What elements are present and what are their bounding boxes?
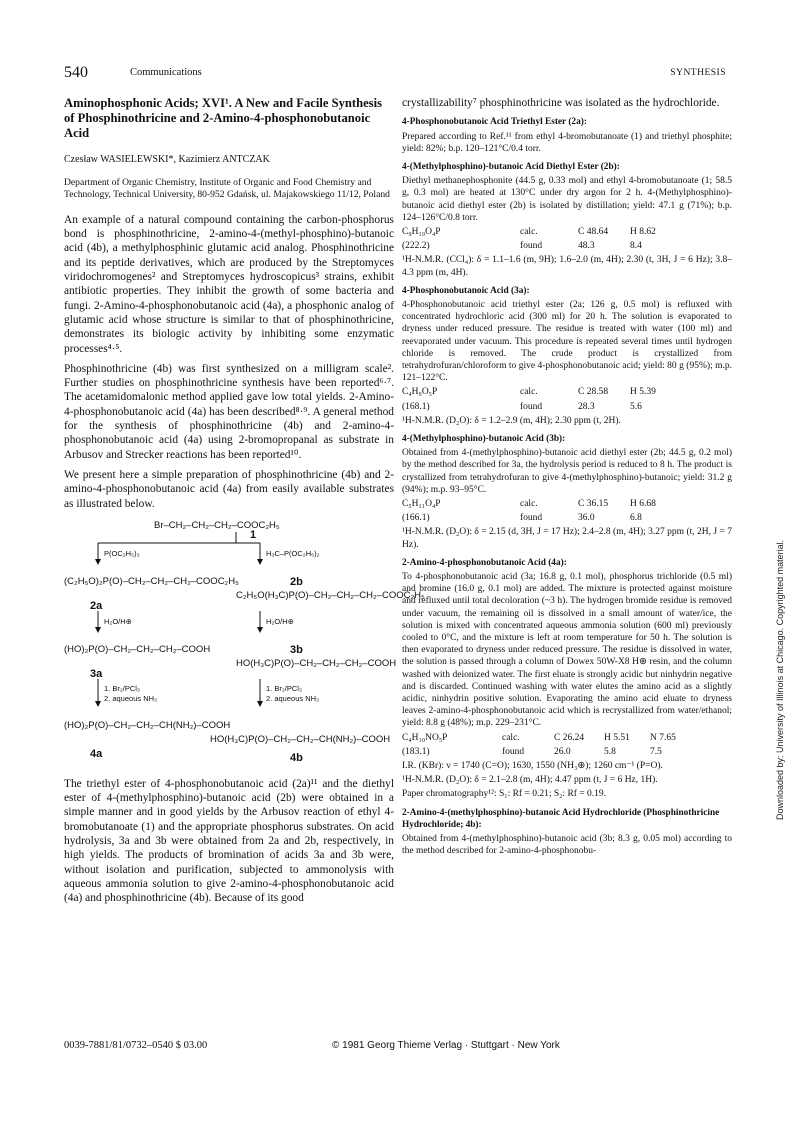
reagent-triethyl-phosphite: P(OC₂H₅)₃ [104, 548, 140, 558]
analysis-2b-found: (222.2) found 48.3 8.4 [402, 241, 642, 252]
heading-3b: 4-(Methylphosphino)-butanoic Acid (3b): [402, 433, 566, 444]
compound-3b: HO(H₃C)P(O)–CH₂–CH₂–CH₂–COOH [236, 657, 397, 669]
reagent-hydrolysis-b: H₂O/H⊕ [266, 616, 294, 626]
text-4b: Obtained from 4-(methylphosphino)-butanoic acid (3b; 8.3 g, 0.05 mol) according to the method described for 2-amino-4-phosphonobu- [402, 834, 732, 857]
issn-code: 0039-7881/81/0732–0540 $ 03.00 [64, 1040, 208, 1051]
text-3a: 4-Phosphonobutanoic acid triethyl ester (2a; 126 g, 0.5 mol) is refluxed with concentrated hydrochloric acid (300 ml) for 20 h. The solution is evaporated to dryness under reduced pressure. The residue is treated with water (100 ml) and reevaporated under vacuum. This procedure is repeated several times until hydrogen chloride is removed. The crude product is crystallized from tetrahydrofuran/chloroform to give 4-phosphonobutanoic acid; yield: 80 g (95%); m.p. 121–122°C. [402, 299, 732, 384]
download-notice: Downloaded by: University of Illinois at Chicago. Copyrighted material. [775, 539, 785, 820]
intro-paragraph-1: An example of a natural compound containing the carbon-phosphorus bond is phosphinothricine, 2-amino-4-(methyl-phosphino)-butanoic acid (4b), a methylphosphinic glutamic acid analog. Phosphinothricine and its peptide derivatives, which are produced by the Streptomyces viridochromogenes² and Streptomyces hydroscopicus³ strains, exhibit antibiotic properties. They inhibit the growth of some bacteria and fungi. 2-Amino-4-phosphonobutanoic acid (4a), a phosphonic analog of glutamic acid whose structure is similar to that of phosphinothricine, demonstrates its biologic activity by inhibiting some enzymatic processes⁴·⁵. [64, 213, 394, 355]
journal-name: SYNTHESIS [670, 68, 726, 78]
compound-4a-label: 4a [90, 747, 103, 760]
analysis-3a-calc: C₄H₉O₅P calc. C 28.58 H 5.39 [402, 387, 656, 398]
analysis-3b-calc: C₅H₁₁O₄P calc. C 36.15 H 6.68 [402, 498, 656, 509]
compound-2b: C₂H₅O(H₃C)P(O)–CH₂–CH₂–CH₂–COOC₂H₅ [236, 589, 425, 601]
text-2a: Prepared according to Ref.¹¹ from ethyl 4-bromobutanoate (1) and triethyl phosphite; yield: 82%; b.p. 120–121°C/0.4 torr. [402, 131, 732, 154]
compound-3b-label: 3b [290, 643, 303, 656]
compound-3a-label: 3a [90, 667, 103, 680]
authors: Czesław WASIELEWSKI*, Kazimierz ANTCZAK [64, 154, 270, 165]
compound-1-label: 1 [250, 528, 257, 541]
reagent-bromination-a: 1. Br₂/PCl₃ [104, 683, 140, 693]
analysis-3a-found: (168.1) found 28.3 5.6 [402, 401, 642, 412]
analysis-4a-calc: C₄H₁₀NO₅P calc. C 26.24 H 5.51 N 7.65 [402, 732, 676, 743]
download-watermark [773, 280, 787, 820]
compound-4b: HO(H₃C)P(O)–CH₂–CH₂–CH(NH₂)–COOH [210, 733, 391, 745]
heading-3a: 4-Phosphonobutanoic Acid (3a): [402, 285, 530, 296]
heading-2b: 4-(Methylphosphino)-butanoic Acid Diethyl Ester (2b): [402, 161, 620, 172]
heading-4b: 2-Amino-4-(methylphosphino)-butanoic Acid Hydrochloride (Phosphinothricine Hydrochloride; 4b): [402, 807, 720, 830]
compound-4b-label: 4b [290, 751, 303, 764]
compound-4a: (HO)₂P(O)–CH₂–CH₂–CH(NH₂)–COOH [64, 719, 231, 731]
reaction-scheme [64, 519, 425, 771]
article-title: Aminophosphonic Acids; XVI¹. A New and Facile Synthesis of Phosphinothricine and 2-Amino-4-phosphonobutanoic Acid [64, 96, 382, 140]
text-2b: Diethyl methanephosphonite (44.5 g, 0.33 mol) and ethyl 4-bromobutanoate (1; 58.5 g, 0.3 mol) are heated at 130°C under dry argon for 2 h. 4-(Methylphosphino)-butanoic acid diethyl ester (2b) is isolated by distillation; yield: 47.1 g (71%); b.p. 124–126°C/0.8 torr. [402, 176, 732, 223]
analysis-4a-found: (183.1) found 26.0 5.8 7.5 [402, 746, 662, 757]
nmr-3a: ¹H-N.M.R. (D₂O): δ = 1.2–2.9 (m, 4H); 2.30 ppm (t, 2H). [402, 415, 621, 426]
compound-2b-label: 2b [290, 575, 303, 588]
analysis-3b-found: (166.1) found 36.0 6.8 [402, 513, 642, 524]
compound-2a-label: 2a [90, 599, 103, 612]
section-name: Communications [130, 67, 202, 78]
heading-2a: 4-Phosphonobutanoic Acid Triethyl Ester (2a): [402, 117, 587, 128]
intro-paragraph-2: Phosphinothricine (4b) was first synthesized on a milligram scale². Further studies on phosphinothricine synthesis have been reported⁶·⁷. The acetamidomalonic method applied gave low total yields. 2-Amino-4-phosphonobutanoic acid (4a) has been described⁸·⁹. A general method for the synthesis of phosphinothricine (4b) and 2-amino-4-phosphonobutanoic acid (4a) using 2-bromopropanal as substrate in Arbusov and Strecker reactions has been reported¹⁰. [64, 362, 394, 461]
heading-4a: 2-Amino-4-phosphonobutanoic Acid (4a): [402, 557, 567, 568]
text-4a: To 4-phosphonobutanoic acid (3a; 16.8 g, 0.1 mol), phosphorus trichloride (0.5 ml) and bromine (16.0 g, 0.1 mol) are added. The mixture is protected against moisture and refluxed until total decoloration (~3 h). The hydrogen bromide residue is removed under vacuum, the remaining oil is dissolved in a small amount of water/ice, the solution is mixed with concentrated aqueous ammonia solution (600 ml) previously cooled to 0°C, and the mixture is left at room temperature for 50 h. The solution is then evaporated to dryness under reduced pressure. The residue is dissolved in water, the solution is passed through a column of Dowex 50W-X8 H⊕ resin, and the column washed with deionized water. The first eluate is strongly acidic but ninhydrin negative and is discarded. Continued washing with water elutes the amino acid as a slightly acidic, ninhydrin positive solution. Evaporating the amino acid eluate to dryness leaves 2-amino-4-phosphonobutanoic acid which is recrystallized from water/ethanol; yield: 8.8 g (48%); m.p. 229–231°C. [402, 572, 732, 729]
copyright-line: © 1981 Georg Thieme Verlag · Stuttgart · New York [332, 1040, 560, 1051]
reagent-ammonolysis-a: 2. aqueous NH₃ [104, 693, 158, 703]
discussion-continuation: crystallizability⁷ phosphinothricine was isolated as the hydrochloride. [402, 97, 720, 109]
compound-2a: (C₂H₅O)₂P(O)–CH₂–CH₂–CH₂–COOC₂H₅ [64, 575, 239, 587]
chromatography-4a: Paper chromatography¹²: S₁: Rf = 0.21; S₂: Rf = 0.19. [402, 789, 607, 800]
text-3b: Obtained from 4-(methylphosphino)-butanoic acid diethyl ester (2b; 44.5 g, 0.2 mol) by the method described for 3a, the hydrolysis period is reduced to 8 h. The product is crystallized from tetrahydrofuran to give 4-(methylphosphino)-butanoic; yield: 31.2 g (94%); m.p. 93–95°C. [402, 448, 732, 495]
right-column [402, 96, 732, 859]
affiliation: Department of Organic Chemistry, Institute of Organic and Food Chemistry and Technology, Technical University, 80-952 Gdańsk, ul. Majakowskiego 11/12, Poland [64, 177, 390, 201]
discussion-paragraph: The triethyl ester of 4-phosphonobutanoic acid (2a)¹¹ and the diethyl ester of 4-(methylphosphino)-butanoic acid (2b) were obtained in a simple manner and in good yields by the Arbusov reaction of ethyl 4-bromobutanoate (1) and the appropriate phosphorus substrates. On acid hydrolysis, 3a and 3b were obtained from 2a and 2b, respectively, in high yields. The products of bromination of acids 3a and 3b were, without isolation and purification, subjected to ammonolysis with aqueous ammonia solution to give 2-amino-4-phosphonobutanoic acid (4a) and phosphinothricine (4b). Because of its good [64, 777, 394, 905]
compound-1: Br–CH₂–CH₂–CH₂–COOC₂H₅ [154, 519, 280, 531]
nmr-4a: ¹H-N.M.R. (D₂O): δ = 2.1–2.8 (m, 4H); 4.47 ppm (t, J = 6 Hz, 1H). [402, 775, 658, 786]
nmr-2b: ¹H-N.M.R. (CCl₄): δ = 1.1–1.6 (m, 9H); 1.6–2.0 (m, 4H); 2.30 (t, 3H, J = 6 Hz); 3.8–4.3 ppm (m, 4H). [402, 255, 732, 278]
left-column [64, 96, 425, 912]
reagent-bromination-b: 1. Br₂/PCl₃ [266, 683, 302, 693]
page-number: 540 [64, 64, 88, 81]
reagent-hydrolysis-a: H₂O/H⊕ [104, 616, 132, 626]
intro-paragraph-3: We present here a simple preparation of phosphinothricine (4b) and 2-amino-4-phosphonobutanoic acid (4a) from easily available substrates as illustrated below. [64, 468, 394, 510]
ir-4a: I.R. (KBr): ν = 1740 (C=O); 1630, 1550 (NH₃⊕); 1260 cm⁻¹ (P=O). [402, 761, 663, 772]
nmr-3b: ¹H-N.M.R. (D₂O): δ = 2.15 (d, 3H, J = 17 Hz); 2.4–2.8 (m, 4H); 3.27 ppm (t, 2H, J = 7 Hz). [402, 527, 732, 550]
reagent-methylphosphonite: H₃C–P(OC₂H₅)₂ [266, 548, 320, 558]
reagent-ammonolysis-b: 2. aqueous NH₃ [266, 693, 320, 703]
compound-3a: (HO)₂P(O)–CH₂–CH₂–CH₂–COOH [64, 643, 211, 655]
page-header [64, 64, 726, 84]
analysis-2b-calc: C₉H₁₉O₄P calc. C 48.64 H 8.62 [402, 226, 656, 237]
